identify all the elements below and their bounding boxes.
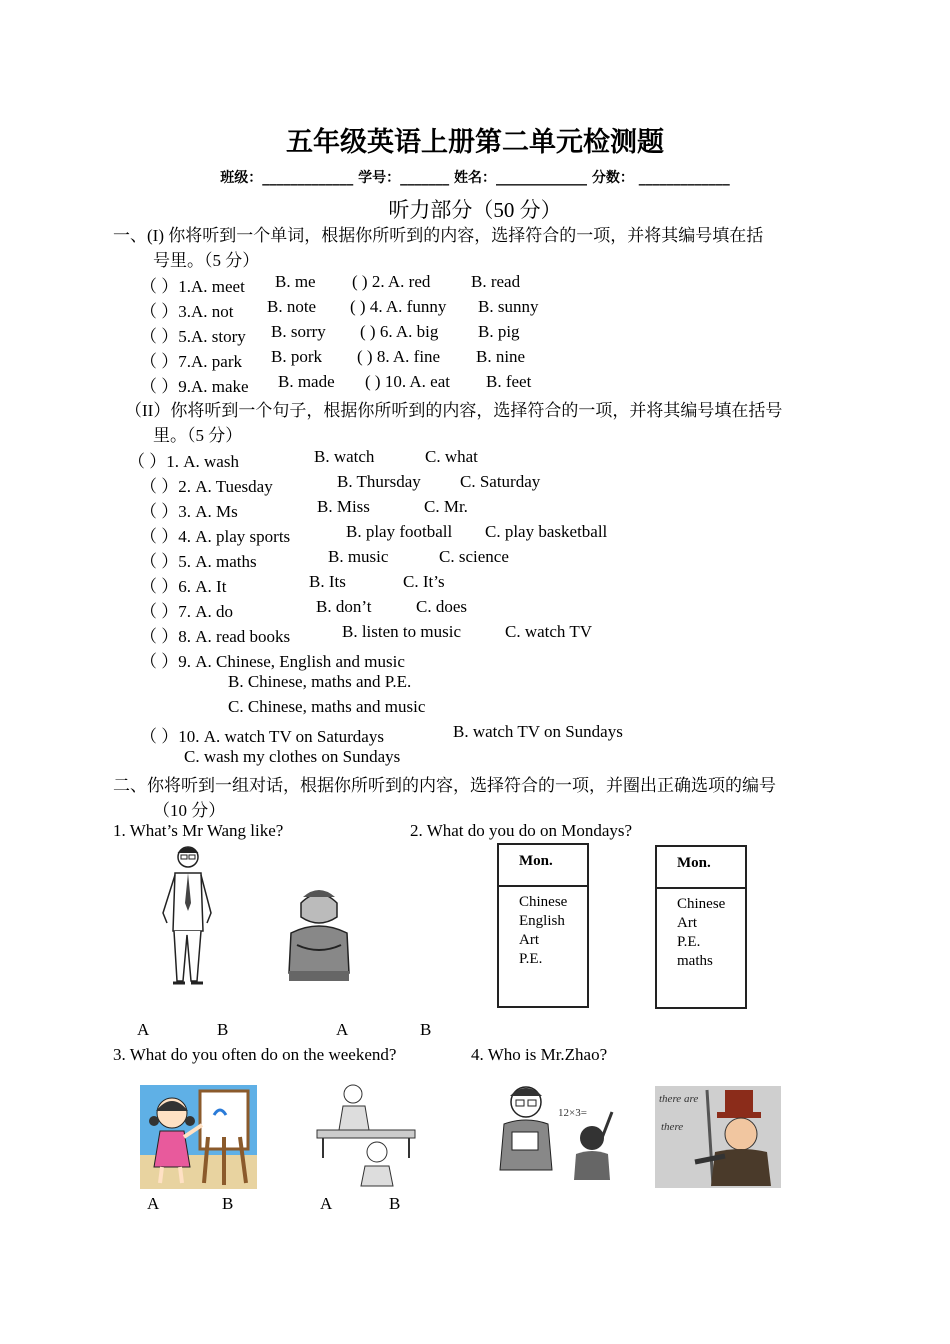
question-item: ( ) 6. A. big bbox=[360, 322, 439, 341]
question-item: （ ）1. A. wash bbox=[128, 452, 239, 471]
question-option: B. watch TV on Sundays bbox=[453, 722, 623, 741]
question-item: （ ）9.A. make bbox=[140, 377, 249, 396]
question-option: B. note bbox=[267, 297, 317, 316]
question-item: （ ）4. A. play sports bbox=[140, 527, 291, 546]
part2-instruction-line1: （II）你将听到一个句子，根据你所听到的内容，选择符合的一项，并将其编号填在括号 bbox=[125, 401, 783, 420]
option-label-b: B bbox=[222, 1194, 234, 1213]
schedule-subjects: Chinese English Art P.E. bbox=[519, 894, 568, 967]
listening-question-2: 2. What do you do on Mondays? bbox=[410, 821, 633, 840]
question-option: C. Saturday bbox=[460, 472, 541, 491]
listening-question-3: 3. What do you often do on the weekend? bbox=[113, 1045, 397, 1064]
teacher-with-pointer-picture bbox=[655, 1086, 781, 1188]
listening-question-4: 4. Who is Mr.Zhao? bbox=[471, 1045, 608, 1064]
part2-instruction-line2: 里。（5 分） bbox=[153, 426, 243, 445]
schedule-table-header bbox=[657, 847, 745, 889]
question-item: （ ）5. A. maths bbox=[140, 552, 257, 571]
schedule-table-header bbox=[499, 845, 587, 887]
question-item: （ ）1.A. meet bbox=[140, 277, 245, 296]
girls-playing-picture bbox=[313, 1078, 419, 1192]
option-label-b: B bbox=[217, 1020, 229, 1039]
question-option: B. listen to music bbox=[342, 622, 461, 641]
schedule-day-label: Mon. bbox=[677, 855, 711, 871]
question-option: B. Thursday bbox=[337, 472, 421, 491]
part1-instruction-line1: 一、(I) 你将听到一个单词，根据你所听到的内容，选择符合的一项，并将其编号填在括 bbox=[113, 226, 764, 245]
question-item: （ ）3.A. not bbox=[140, 302, 234, 321]
question-item: （ ）6. A. It bbox=[140, 577, 227, 596]
question-item: ( ) 8. A. fine bbox=[357, 347, 441, 366]
question-option: B. sorry bbox=[271, 322, 326, 341]
question-item: ( ) 2. A. red bbox=[352, 272, 431, 291]
part1-instruction-line2: 号里。（5 分） bbox=[153, 251, 260, 270]
student-info-line: 班级：_____________ 学号：_______ 姓名：_____________ 分数： _____________ bbox=[220, 170, 730, 186]
question-item: ( ) 4. A. funny bbox=[350, 297, 447, 316]
listening-question-1: 1. What’s Mr Wang like? bbox=[113, 821, 284, 840]
question-option: C. what bbox=[425, 447, 478, 466]
board-text-line2: there bbox=[661, 1121, 684, 1133]
question-option: B. play football bbox=[346, 522, 453, 541]
question-option: B. music bbox=[328, 547, 389, 566]
question-option: B. nine bbox=[476, 347, 526, 366]
part3-instruction-line1: 二、你将听到一组对话，根据你所听到的内容，选择符合的一项，并圈出正确选项的编号 bbox=[113, 776, 776, 795]
board-math-text: 12×3= bbox=[558, 1107, 587, 1119]
option-label-a: A bbox=[147, 1194, 160, 1213]
question-option: B. Miss bbox=[317, 497, 370, 516]
question-item: （ ）8. A. read books bbox=[140, 627, 291, 646]
question-option: C. does bbox=[416, 597, 467, 616]
question-option: B. read bbox=[471, 272, 521, 291]
question-option: C. wash my clothes on Sundays bbox=[184, 747, 401, 766]
question-option: B. don’t bbox=[316, 597, 372, 616]
thin-man-picture bbox=[155, 843, 220, 991]
question-option: B. Its bbox=[309, 572, 346, 591]
question-option: B. sunny bbox=[478, 297, 539, 316]
question-option: B. feet bbox=[486, 372, 532, 391]
question-option: B. pork bbox=[271, 347, 322, 366]
question-option: C. science bbox=[439, 547, 509, 566]
question-option: C. Mr. bbox=[424, 497, 468, 516]
question-option: B. me bbox=[275, 272, 316, 291]
girl-painting-picture bbox=[140, 1085, 257, 1189]
page-title: 五年级英语上册第二单元检测题 bbox=[286, 127, 664, 158]
question-option: C. Chinese, maths and music bbox=[228, 697, 426, 716]
schedule-table-b bbox=[655, 845, 747, 1009]
question-item: （ ）7.A. park bbox=[140, 352, 242, 371]
question-item: （ ）5.A. story bbox=[140, 327, 246, 346]
question-item: （ ）7. A. do bbox=[140, 602, 234, 621]
option-label-a: A bbox=[137, 1020, 150, 1039]
question-item: （ ）3. A. Ms bbox=[140, 502, 238, 521]
question-option: C. play basketball bbox=[485, 522, 608, 541]
option-label-a: A bbox=[336, 1020, 349, 1039]
section-title: 听力部分（50 分） bbox=[388, 198, 562, 222]
question-option: B. watch bbox=[314, 447, 375, 466]
question-option: C. watch TV bbox=[505, 622, 593, 641]
schedule-table-a bbox=[497, 843, 589, 1008]
question-item: ( ) 10. A. eat bbox=[365, 372, 450, 391]
board-text-line1: there are bbox=[659, 1093, 699, 1105]
question-item: （ ）10. A. watch TV on Saturdays bbox=[140, 727, 384, 746]
question-option: B. made bbox=[278, 372, 335, 391]
part3-instruction-line2: （10 分） bbox=[153, 801, 226, 820]
question-option: B. Chinese, maths and P.E. bbox=[228, 672, 412, 691]
question-item: （ ）2. A. Tuesday bbox=[140, 477, 273, 496]
option-label-b: B bbox=[389, 1194, 401, 1213]
schedule-day-label: Mon. bbox=[519, 853, 553, 869]
option-label-b: B bbox=[420, 1020, 432, 1039]
teacher-and-student-picture bbox=[496, 1080, 622, 1181]
strong-man-picture bbox=[283, 883, 355, 983]
question-item: （ ）9. A. Chinese, English and music bbox=[140, 652, 405, 671]
question-option: C. It’s bbox=[403, 572, 445, 591]
option-label-a: A bbox=[320, 1194, 333, 1213]
schedule-subjects: Chinese Art P.E. maths bbox=[677, 896, 726, 969]
question-option: B. pig bbox=[478, 322, 520, 341]
